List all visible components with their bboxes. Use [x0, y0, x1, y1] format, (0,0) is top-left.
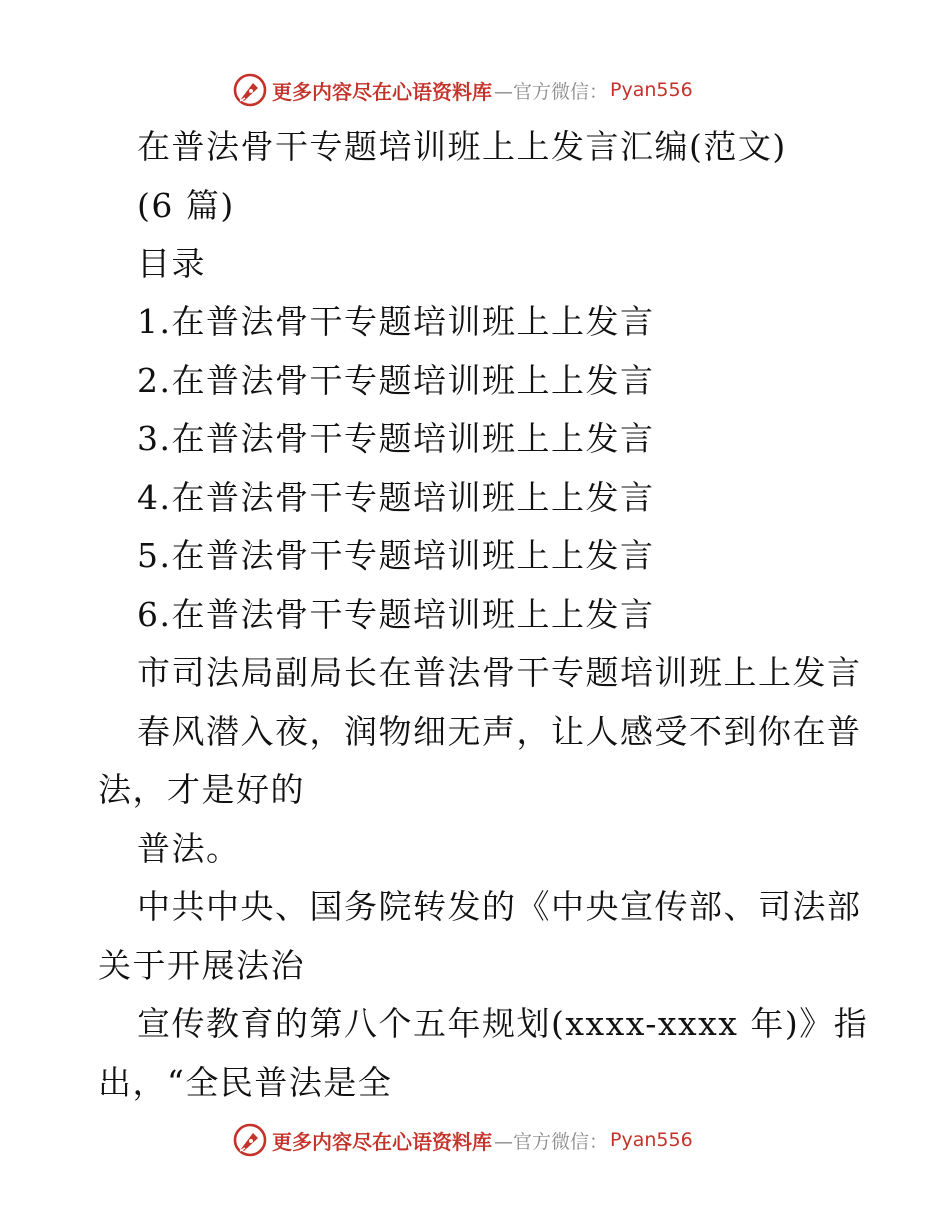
document-title: 在普法骨干专题培训班上上发言汇编(范文)	[137, 127, 787, 166]
toc-item: 4.在普法骨干专题培训班上上发言	[137, 478, 655, 517]
body-line: 春风潜入夜，润物细无声，让人感受不到你在普	[137, 712, 862, 751]
body-line: 宣传教育的第八个五年规划(xxxx-xxxx 年)》指	[137, 1004, 869, 1043]
footer-watermark	[232, 1122, 712, 1158]
body-line: 关于开展法治	[98, 946, 305, 985]
document-title-count: (6 篇)	[137, 186, 235, 225]
pen-nib-logo-icon	[232, 72, 268, 108]
pen-nib-logo-icon	[232, 1122, 268, 1158]
watermark-brand-text: 更多内容尽在心语资料库	[272, 1129, 492, 1154]
body-line: 中共中央、国务院转发的《中央宣传部、司法部	[137, 887, 862, 926]
watermark-wechat-id: Pyan556	[610, 1129, 693, 1151]
toc-item: 5.在普法骨干专题培训班上上发言	[137, 536, 655, 575]
watermark-separator-text: —官方微信：	[494, 1130, 609, 1153]
toc-item: 2.在普法骨干专题培训班上上发言	[137, 361, 655, 400]
toc-item: 1.在普法骨干专题培训班上上发言	[137, 302, 655, 341]
body-line: 法，才是好的	[98, 770, 305, 809]
header-watermark	[232, 72, 712, 108]
toc-item: 6.在普法骨干专题培训班上上发言	[137, 595, 655, 634]
watermark-wechat-id: Pyan556	[610, 79, 693, 101]
watermark-separator-text: —官方微信：	[494, 80, 609, 103]
toc-heading: 目录	[137, 244, 206, 283]
section-heading: 市司法局副局长在普法骨干专题培训班上上发言	[137, 653, 862, 692]
body-line: 出，“全民普法是全	[98, 1063, 393, 1102]
toc-item: 3.在普法骨干专题培训班上上发言	[137, 419, 655, 458]
body-line: 普法。	[137, 829, 241, 868]
watermark-brand-text: 更多内容尽在心语资料库	[272, 79, 492, 104]
